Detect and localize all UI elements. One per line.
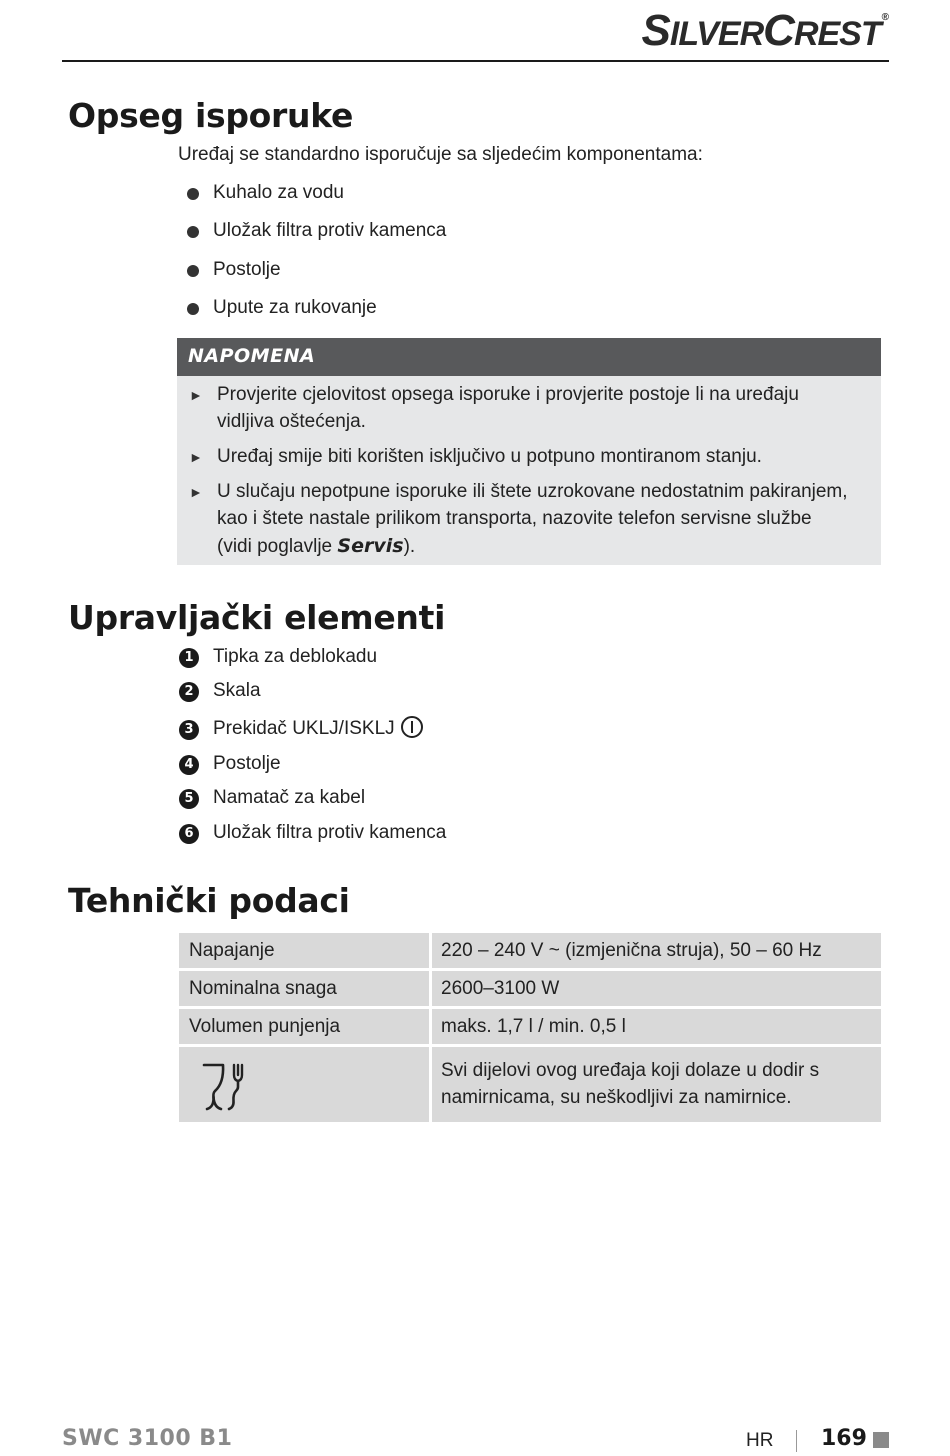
footer-divider: [796, 1430, 797, 1452]
brand-part3: C: [763, 6, 794, 55]
number-2-icon: 2: [179, 682, 199, 702]
bullet-icon: [187, 303, 199, 315]
power-switch-icon: [401, 716, 423, 738]
bullet-icon: [187, 226, 199, 238]
spec-label: Nominalna snaga: [189, 978, 337, 999]
note-item2-line1: Uređaj smije biti korišten isključivo u potpuno montiranom stanju.: [217, 446, 762, 467]
scope-item: Kuhalo za vodu: [213, 182, 344, 203]
number-1-icon: 1: [179, 648, 199, 668]
note-heading: NAPOMENA: [188, 345, 316, 367]
food-safe-icon-cell: [179, 1047, 429, 1122]
number-6-icon: 6: [179, 824, 199, 844]
brand-logo: [642, 6, 888, 56]
control-item-label: Skala: [213, 680, 261, 701]
food-safe-line2: namirnicama, su neškodljivi za namirnice.: [441, 1087, 792, 1108]
scope-intro: Uređaj se standardno isporučuje sa sljedećim komponentama:: [178, 144, 703, 165]
bullet-icon: [187, 265, 199, 277]
footer-square-icon: [873, 1432, 889, 1448]
note-servis-reference: Servis: [337, 535, 404, 557]
footer-language: HR: [746, 1430, 774, 1451]
brand-part4: REST: [793, 15, 881, 53]
number-5-icon: 5: [179, 789, 199, 809]
control-item-label: Prekidač UKLJ/ISKLJ: [213, 718, 395, 740]
spec-value: 2600–3100 W: [441, 978, 560, 999]
note-item1-line2: vidljiva oštećenja.: [217, 411, 366, 432]
note-header: [177, 338, 881, 376]
note-item3-line3-post: ).: [403, 536, 416, 557]
scope-title: Opseg isporuke: [68, 96, 354, 135]
page-number: 169: [821, 1426, 867, 1451]
scope-item: Uložak filtra protiv kamenca: [213, 220, 447, 241]
bullet-icon: [187, 188, 199, 200]
control-item-label: Postolje: [213, 753, 281, 774]
scope-item: Upute za rukovanje: [213, 297, 377, 318]
brand-part2: ILVER: [669, 15, 764, 53]
note-item3-line3-pre: (vidi poglavlje: [217, 536, 338, 557]
scope-item: Postolje: [213, 259, 281, 280]
food-safe-text-cell: [432, 1047, 881, 1122]
arrow-right-icon: ►: [189, 484, 203, 500]
controls-title: Upravljački elementi: [68, 598, 446, 637]
control-item-label: Uložak filtra protiv kamenca: [213, 822, 447, 843]
tech-title: Tehnički podaci: [68, 881, 350, 920]
arrow-right-icon: ►: [189, 449, 203, 465]
control-item-label: Tipka za deblokadu: [213, 646, 378, 667]
note-item1-line1: Provjerite cjelovitost opsega isporuke i provjerite postoje li na uređaju: [217, 384, 799, 405]
food-safe-line1: Svi dijelovi ovog uređaja koji dolaze u dodir s: [441, 1060, 820, 1081]
footer-model: SWC 3100 B1: [62, 1426, 233, 1451]
brand-registered-mark: ®: [881, 12, 888, 23]
spec-label: Volumen punjenja: [189, 1016, 341, 1037]
note-item3-line2: kao i štete nastale prilikom transporta, nazovite telefon servisne službe: [217, 508, 812, 529]
control-item-3: [213, 718, 423, 740]
spec-value: maks. 1,7 l / min. 0,5 l: [441, 1016, 626, 1037]
number-4-icon: 4: [179, 755, 199, 775]
control-item-label: Namatač za kabel: [213, 787, 366, 808]
brand-part1: S: [641, 6, 670, 55]
food-safe-glass-fork-icon: [201, 1061, 249, 1113]
header-rule: [62, 60, 889, 62]
note-item3-line3: [217, 535, 415, 558]
spec-label: Napajanje: [189, 940, 275, 961]
note-item3-line1: U slučaju nepotpune isporuke ili štete uzrokovane nedostatnim pakiranjem,: [217, 481, 848, 502]
arrow-right-icon: ►: [189, 387, 203, 403]
spec-value: 220 – 240 V ~ (izmjenična struja), 50 – 60 Hz: [441, 940, 822, 961]
number-3-icon: 3: [179, 720, 199, 740]
